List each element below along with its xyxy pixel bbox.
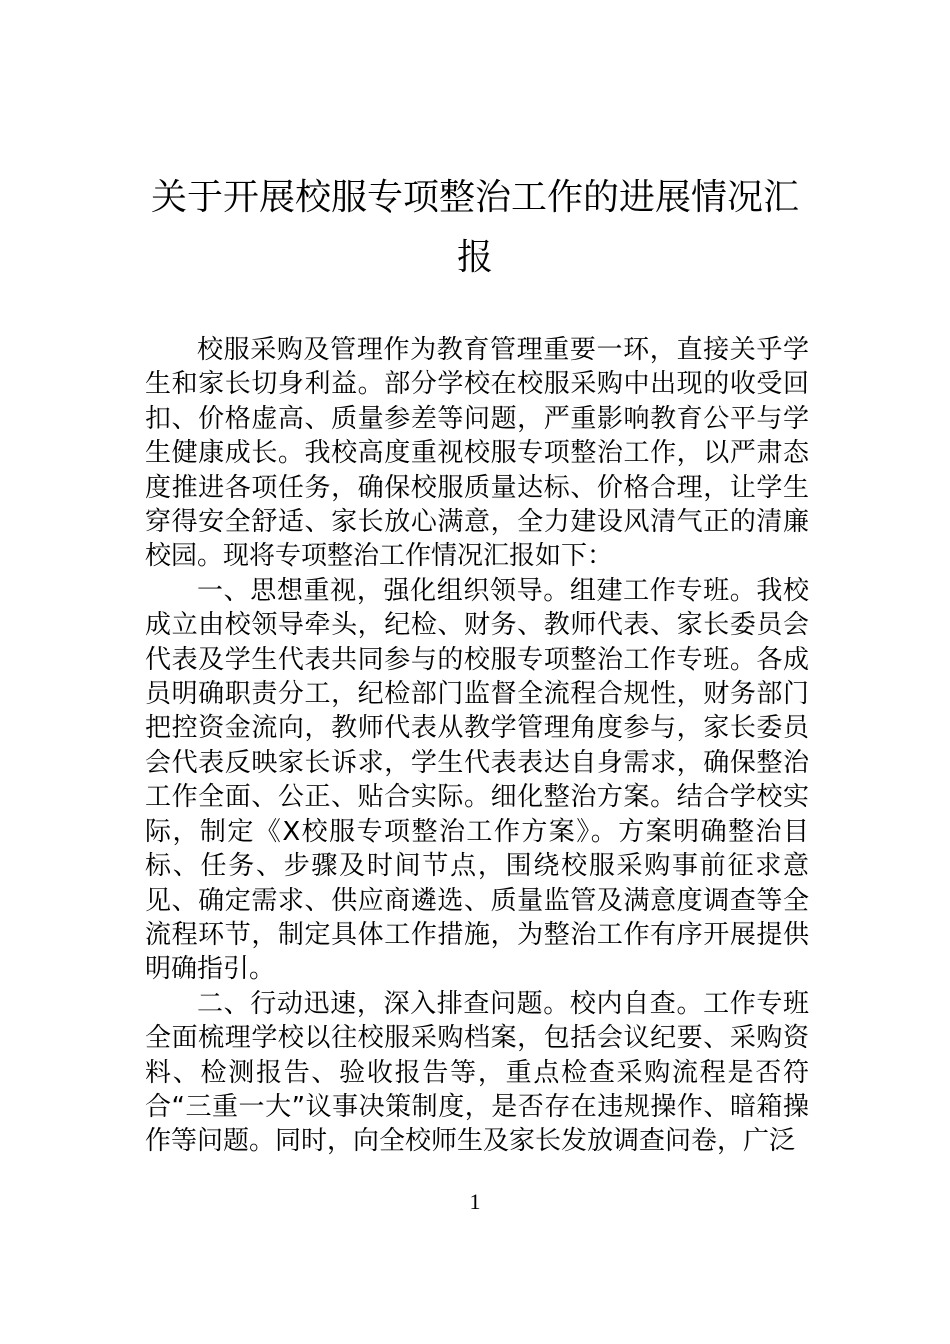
paragraph-intro: 校服采购及管理作为教育管理重要一环，直接关乎学生和家长切身利益。部分学校在校服采购中出现的收受回扣、价格虚高、质量参差等问题，严重影响教育公平与学生健康成长。我校高度重视校服专项整治工作，以严肃态度推进各项任务，确保校服质量达标、价格合理，让学生穿得安全舒适、家长放心满意，全力建设风清气正的清廉校园。现将专项整治工作情况汇报如下： bbox=[145, 335, 809, 572]
paragraph-section-one: 一、思想重视，强化组织领导。组建工作专班。我校成立由校领导牵头，纪检、财务、教师代表、家长委员会代表及学生代表共同参与的校服专项整治工作专班。各成员明确职责分工，纪检部门监督全流程合规性，财务部门把控资金流向，教师代表从教学管理角度参与，家长委员会代表反映家长诉求，学生代表表达自身需求，确保整治工作全面、公正、贴合实际。细化整治方案。结合学校实际，制定《X校服专项整治工作方案》。方案明确整治目标、任务、步骤及时间节点，围绕校服采购事前征求意见、确定需求、供应商遴选、质量监管及满意度调查等全流程环节，制定具体工作措施，为整治工作有序开展提供明确指引。 bbox=[145, 575, 809, 985]
document-title: 关于开展校服专项整治工作的进展情况汇报 bbox=[150, 177, 799, 278]
page-number: 1 bbox=[469, 1189, 481, 1214]
paragraph-section-two: 二、行动迅速，深入排查问题。校内自查。工作专班全面梳理学校以往校服采购档案，包括会议纪要、采购资料、检测报告、验收报告等，重点检查采购流程是否符合“三重一大”议事决策制度，是否存在违规操作、暗箱操作等问题。同时，向全校师生及家长发放调查问卷，广泛 bbox=[145, 988, 809, 1157]
document-body bbox=[145, 333, 809, 1159]
